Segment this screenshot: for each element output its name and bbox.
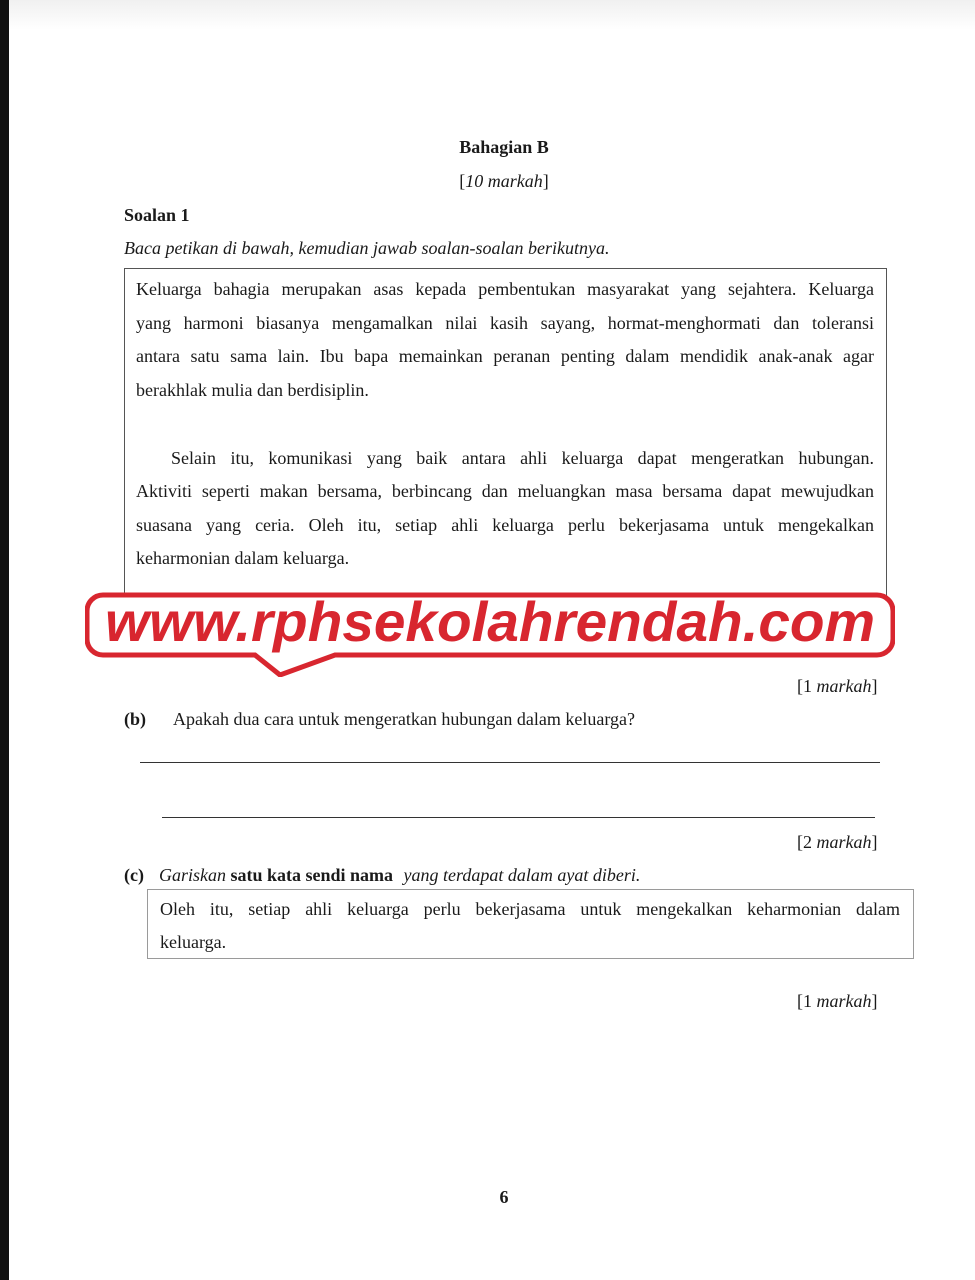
part-b-question: Apakah dua cara untuk mengeratkan hubungan dalam keluarga?	[173, 709, 635, 729]
passage-line: suasana yang ceria. Oleh itu, setiap ahli keluarga perlu bekerjasama untuk mengekalkan	[136, 515, 874, 535]
section-marks-text: 10 markah	[465, 171, 543, 191]
passage-line: Aktiviti seperti makan bersama, berbincang dan meluangkan masa bersama dapat mewujudkan	[136, 481, 874, 501]
passage-line: yang harmoni biasanya mengamalkan nilai kasih sayang, hormat-menghormati dan toleransi	[136, 313, 874, 333]
watermark-text: www.rphsekolahrendah.com	[105, 590, 876, 653]
answer-line[interactable]	[140, 762, 880, 763]
marks-prefix: [1	[797, 991, 817, 1011]
question-instruction: Baca petikan di bawah, kemudian jawab soalan-soalan berikutnya.	[124, 238, 610, 258]
marks-word: markah	[816, 676, 872, 696]
sentence-line[interactable]: keluarga.	[160, 932, 227, 952]
part-b-label: (b)	[124, 709, 146, 729]
page-number: 6	[499, 1187, 509, 1207]
passage-line: Keluarga bahagia merupakan asas kepada pembentukan masyarakat yang sejahtera. Keluarga	[136, 279, 874, 299]
sentence-box	[147, 889, 914, 959]
marks-word: markah	[816, 991, 872, 1011]
watermark-logo	[85, 585, 895, 677]
instruction-italic: Gariskan	[159, 865, 226, 885]
section-marks	[0, 171, 975, 192]
section-marks-close: ]	[542, 171, 549, 191]
part-c-marks	[797, 991, 878, 1012]
question-title: Soalan 1	[124, 205, 190, 225]
marks-prefix: [1	[797, 676, 817, 696]
passage-box	[124, 268, 887, 618]
passage-line: antara satu sama lain. Ibu bapa memainkan peranan penting dalam mendidik anak-anak agar	[136, 346, 874, 366]
marks-suffix: ]	[871, 991, 878, 1011]
instruction-italic: yang terdapat dalam ayat diberi.	[403, 865, 641, 885]
page-edge-shadow	[0, 0, 9, 1280]
instruction-bold: satu kata sendi nama	[230, 865, 394, 885]
marks-prefix: [2	[797, 832, 817, 852]
section-title: Bahagian B	[459, 137, 549, 157]
section-marks-open: [	[459, 171, 466, 191]
passage-line: Selain itu, komunikasi yang baik antara ahli keluarga dapat mengeratkan hubungan.	[171, 448, 874, 468]
part-c-instruction	[159, 865, 640, 886]
page-top-shade	[9, 0, 975, 30]
marks-suffix: ]	[871, 832, 878, 852]
part-c-label: (c)	[124, 865, 144, 885]
part-a-marks	[797, 676, 878, 697]
marks-suffix: ]	[871, 676, 878, 696]
marks-word: markah	[816, 832, 872, 852]
part-b-marks	[797, 832, 878, 853]
sentence-line[interactable]: Oleh itu, setiap ahli keluarga perlu bekerjasama untuk mengekalkan keharmonian dalam	[160, 899, 900, 919]
passage-line: berakhlak mulia dan berdisiplin.	[136, 380, 369, 400]
passage-line: keharmonian dalam keluarga.	[136, 548, 350, 568]
answer-line[interactable]	[162, 817, 875, 818]
